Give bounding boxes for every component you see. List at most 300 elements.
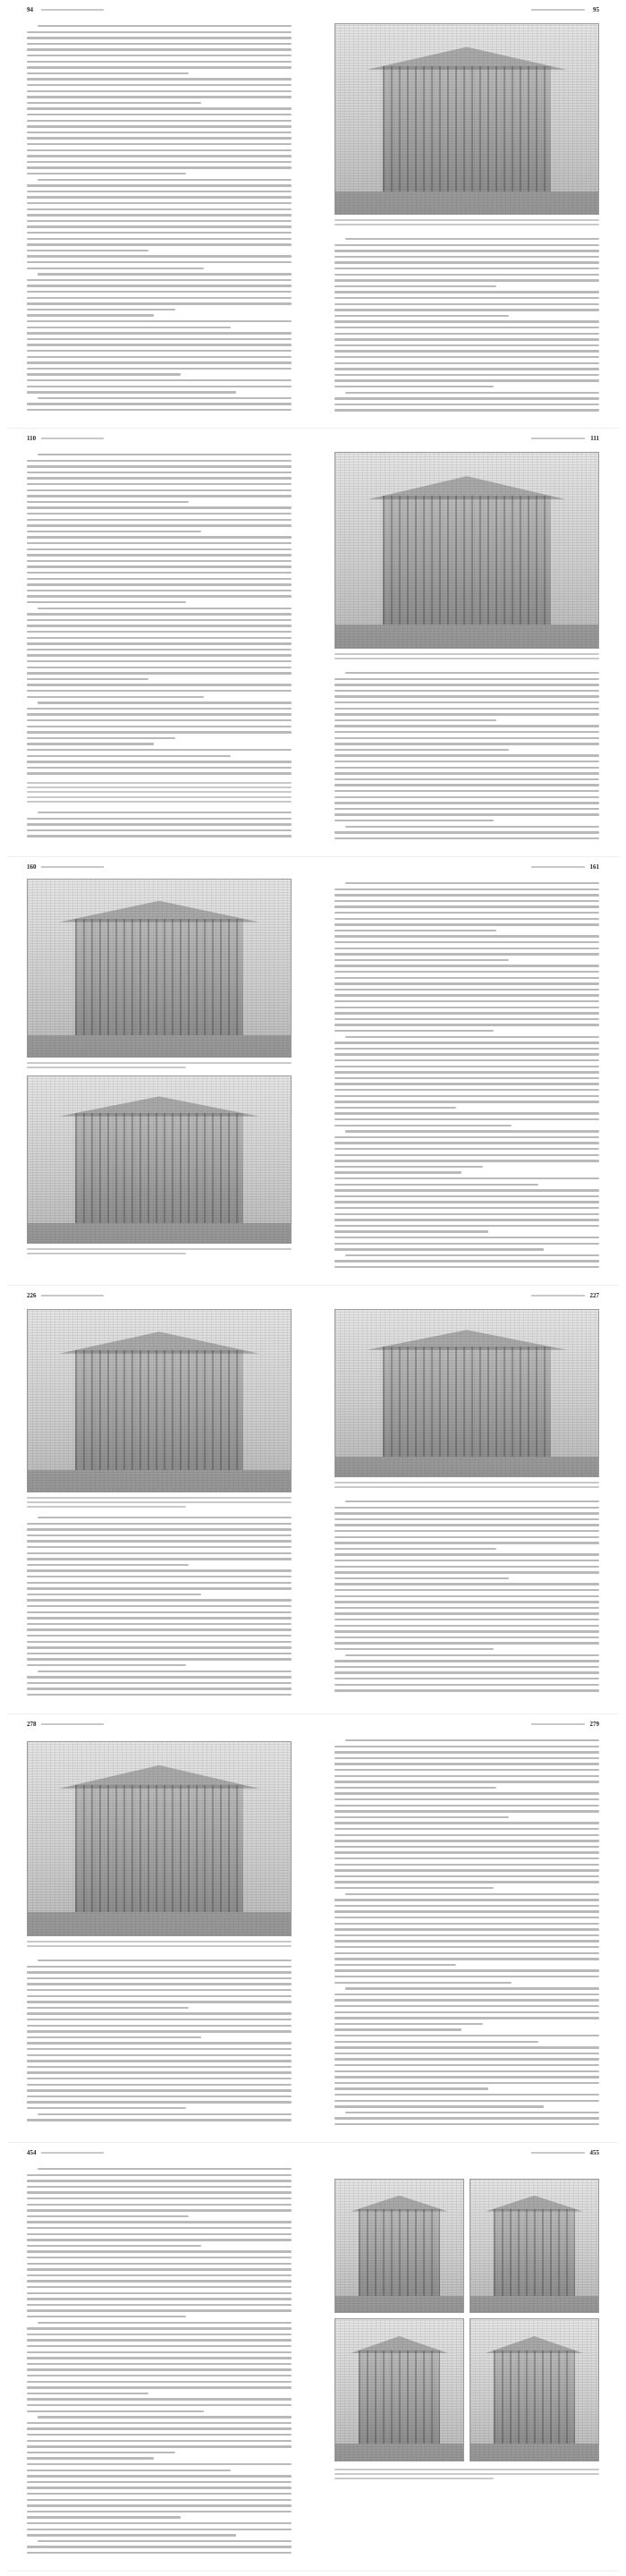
text-line	[27, 61, 292, 63]
text-line	[334, 1219, 599, 1220]
caption-line	[27, 801, 292, 803]
text-line	[27, 2351, 292, 2353]
page-content	[334, 0, 599, 429]
caption-line	[27, 1501, 292, 1503]
text-line	[38, 2322, 292, 2324]
page-number: 279	[589, 1721, 599, 1728]
text-line	[334, 1201, 599, 1203]
text-line	[38, 2416, 292, 2418]
text-line	[334, 1007, 599, 1008]
text-line	[27, 2250, 292, 2252]
text-line	[27, 761, 292, 762]
text-line	[334, 1684, 599, 1686]
text-line	[334, 297, 599, 299]
figure-detail	[28, 1912, 291, 1935]
text-line	[27, 835, 292, 837]
text-line	[27, 2470, 231, 2471]
text-line	[38, 608, 292, 609]
text-line	[27, 332, 292, 334]
text-line	[38, 812, 292, 813]
book-page	[0, 2143, 313, 2572]
caption-line	[334, 219, 599, 221]
text-line	[27, 583, 292, 585]
text-line	[334, 1905, 599, 1907]
text-line	[334, 338, 599, 340]
text-line	[27, 1535, 292, 1536]
text-line	[334, 2058, 599, 2060]
figure-detail	[75, 1350, 243, 1470]
running-header	[27, 1721, 292, 1729]
running-head	[531, 9, 585, 11]
caption-line	[27, 1248, 292, 1250]
text-line	[334, 1095, 599, 1097]
text-line	[27, 344, 292, 345]
text-line	[334, 690, 599, 692]
page-spread	[0, 0, 626, 429]
text-line	[27, 548, 292, 550]
text-line	[334, 1053, 599, 1055]
text-line	[334, 1660, 599, 1662]
text-line	[27, 625, 292, 626]
text-line	[345, 826, 599, 828]
text-line	[27, 208, 292, 210]
text-line	[334, 1248, 544, 1250]
caption-line	[27, 1253, 186, 1254]
text-line	[334, 772, 599, 774]
text-line	[27, 719, 292, 721]
text-line	[345, 1893, 599, 1895]
text-line	[27, 2393, 148, 2394]
text-line	[27, 1599, 292, 1601]
text-line	[334, 2046, 599, 2048]
text-line	[27, 755, 231, 757]
text-line	[334, 695, 599, 697]
text-line	[27, 631, 292, 633]
running-head	[531, 1723, 585, 1725]
text-line	[334, 900, 599, 902]
text-line	[334, 1189, 599, 1191]
running-header	[334, 435, 599, 443]
caption-line	[27, 1062, 292, 1064]
text-line	[334, 344, 599, 346]
text-line	[27, 1658, 292, 1660]
text-line	[27, 477, 292, 479]
text-line	[334, 1213, 599, 1215]
text-line	[27, 166, 292, 168]
text-line	[27, 327, 231, 328]
text-line	[345, 1036, 599, 1038]
text-line	[27, 285, 292, 286]
text-line	[334, 1166, 483, 1168]
page-content	[27, 857, 292, 1286]
text-line	[334, 678, 599, 680]
text-line	[27, 2048, 292, 2050]
text-line	[27, 2268, 292, 2270]
text-line	[38, 701, 292, 703]
text-line	[27, 2060, 292, 2062]
caption-line	[334, 2478, 494, 2479]
text-line	[27, 1653, 292, 1654]
text-line	[334, 1746, 599, 1747]
text-line	[27, 2309, 292, 2311]
text-line	[334, 1869, 599, 1871]
text-line	[27, 1682, 292, 1684]
page-number: 110	[27, 435, 37, 442]
text-line	[345, 2112, 599, 2113]
text-line	[334, 1999, 599, 2001]
text-line	[334, 713, 599, 715]
text-line	[27, 214, 292, 216]
text-line	[27, 1605, 292, 1607]
text-line	[27, 2316, 186, 2317]
text-line	[27, 524, 292, 526]
page-content	[27, 1286, 292, 1714]
running-header	[27, 6, 292, 14]
text-line	[334, 250, 599, 251]
text-line	[27, 261, 292, 263]
running-header	[27, 1292, 292, 1300]
caption-line	[334, 2473, 599, 2475]
text-line	[27, 314, 154, 316]
text-line	[334, 374, 599, 376]
text-line	[345, 1501, 599, 1502]
figure-detail	[28, 1223, 291, 1243]
text-line	[334, 754, 599, 756]
page-number: 160	[27, 863, 37, 871]
caption-line	[27, 1067, 186, 1068]
text-line	[27, 379, 292, 381]
text-line	[27, 829, 292, 831]
text-line	[27, 2487, 292, 2488]
text-line	[27, 1617, 292, 1619]
text-line	[27, 2404, 292, 2406]
text-line	[27, 268, 204, 269]
figure-detail	[470, 2444, 598, 2461]
text-line	[334, 831, 599, 833]
text-line	[38, 1960, 292, 1961]
text-line	[27, 2546, 292, 2547]
page-spread	[0, 857, 626, 1286]
text-line	[27, 572, 292, 574]
text-line	[334, 725, 599, 727]
text-line	[27, 1676, 292, 1678]
text-line	[334, 1089, 599, 1091]
text-line	[334, 2105, 544, 2107]
text-line	[27, 2452, 175, 2453]
text-line	[334, 1958, 599, 1960]
text-line	[334, 1512, 599, 1514]
text-line	[27, 578, 292, 580]
page-number: 95	[593, 6, 599, 13]
text-line	[27, 495, 292, 497]
caption-line	[27, 791, 292, 793]
text-line	[27, 196, 292, 198]
text-line	[27, 2339, 292, 2341]
text-line	[334, 941, 599, 943]
caption-line	[334, 2469, 599, 2470]
figure-image	[27, 1309, 292, 1492]
caption-line	[334, 1482, 599, 1484]
text-line	[27, 2215, 189, 2217]
text-line	[334, 362, 599, 364]
text-line	[27, 291, 292, 293]
text-line	[334, 837, 599, 839]
text-line	[27, 660, 292, 662]
text-line	[27, 1995, 292, 1997]
text-line	[334, 1171, 461, 1173]
text-line	[334, 1969, 599, 1971]
text-line	[27, 238, 292, 240]
text-line	[334, 404, 599, 405]
text-line	[334, 1125, 512, 1126]
text-line	[27, 302, 292, 304]
book-page	[313, 429, 626, 857]
text-line	[334, 1816, 509, 1818]
text-line	[334, 2117, 599, 2119]
text-line	[27, 731, 292, 733]
text-line	[334, 1934, 599, 1936]
text-line	[27, 818, 292, 820]
text-line	[334, 1648, 494, 1650]
text-line	[334, 1066, 599, 1067]
text-line	[27, 2445, 292, 2447]
text-line	[27, 654, 292, 656]
text-line	[27, 31, 292, 33]
text-line	[27, 1989, 292, 1991]
text-line	[334, 1982, 512, 1984]
text-line	[334, 285, 496, 287]
text-line	[334, 982, 599, 984]
text-line	[27, 2007, 189, 2009]
text-line	[334, 1266, 599, 1268]
text-line	[27, 137, 292, 139]
text-line	[27, 1594, 201, 1595]
caption-line	[27, 1941, 292, 1943]
text-line	[38, 2540, 292, 2542]
running-head	[41, 1723, 104, 1725]
page-content	[334, 429, 599, 857]
text-line	[334, 1589, 599, 1591]
text-line	[27, 2504, 292, 2506]
page-number: 454	[27, 2149, 37, 2156]
text-line	[27, 2410, 204, 2412]
figure-detail	[335, 1457, 598, 1476]
text-line	[334, 1237, 599, 1238]
book-page	[0, 429, 313, 857]
figure-detail	[383, 1347, 551, 1457]
text-line	[334, 1899, 599, 1900]
caption-line	[27, 1506, 186, 1508]
text-line	[27, 84, 292, 86]
running-head	[531, 438, 585, 439]
text-line	[27, 132, 292, 133]
text-line	[27, 78, 292, 80]
text-line	[27, 149, 292, 151]
text-line	[27, 2386, 292, 2388]
text-line	[27, 536, 292, 538]
text-line	[27, 96, 292, 98]
text-line	[27, 2030, 292, 2032]
page-spread	[0, 2143, 626, 2572]
text-line	[27, 678, 148, 680]
figure-detail	[75, 919, 243, 1036]
page-spread	[0, 429, 626, 857]
text-line	[334, 320, 599, 322]
text-line	[334, 1118, 599, 1120]
text-line	[334, 1858, 599, 1859]
text-line	[27, 250, 148, 251]
text-line	[27, 1552, 292, 1554]
text-line	[27, 2227, 292, 2229]
text-line	[334, 1601, 599, 1603]
page-spread	[0, 1286, 626, 1714]
text-line	[334, 948, 599, 949]
text-line	[38, 2168, 292, 2170]
text-line	[27, 2096, 292, 2097]
text-line	[334, 1805, 599, 1807]
text-line	[27, 684, 292, 685]
text-line	[334, 784, 599, 786]
text-line	[334, 1881, 599, 1883]
text-line	[27, 90, 292, 92]
text-line	[27, 2107, 186, 2109]
text-line	[27, 531, 201, 532]
running-head	[41, 438, 104, 439]
text-line	[345, 672, 599, 674]
text-line	[334, 1030, 494, 1032]
text-line	[334, 1225, 599, 1227]
text-line	[27, 2233, 292, 2235]
text-line	[27, 2345, 292, 2347]
text-line	[334, 356, 599, 358]
text-line	[334, 1112, 599, 1114]
book-page	[0, 857, 313, 1286]
text-line	[334, 2082, 599, 2084]
running-head	[41, 2152, 104, 2154]
text-line	[27, 2174, 292, 2176]
text-line	[334, 1810, 599, 1812]
text-line	[334, 2028, 461, 2030]
text-line	[27, 1569, 292, 1571]
page-content	[334, 2143, 599, 2572]
text-line	[27, 1694, 292, 1696]
caption-line	[27, 1497, 292, 1499]
text-line	[334, 1142, 599, 1143]
text-line	[27, 338, 292, 340]
figure-image	[334, 2318, 464, 2461]
text-line	[334, 731, 599, 733]
text-line	[27, 2511, 292, 2512]
text-line	[334, 1775, 599, 1777]
text-line	[334, 1041, 599, 1043]
text-line	[27, 1983, 292, 1985]
running-head	[531, 2152, 585, 2154]
text-line	[334, 813, 599, 815]
text-line	[334, 1024, 599, 1025]
text-line	[334, 1177, 599, 1179]
text-line	[27, 1971, 292, 1973]
text-line	[27, 202, 292, 204]
text-line	[27, 2025, 292, 2027]
text-line	[27, 48, 292, 50]
running-head	[41, 1295, 104, 1297]
text-line	[27, 2493, 292, 2495]
text-line	[345, 1654, 599, 1656]
figure-image	[334, 452, 599, 649]
text-line	[27, 708, 292, 710]
text-line	[27, 279, 292, 281]
text-line	[27, 2552, 292, 2554]
text-line	[27, 1582, 292, 1584]
book-page	[0, 0, 313, 429]
text-line	[27, 2481, 292, 2483]
running-head	[531, 1295, 585, 1297]
text-line	[334, 350, 599, 352]
text-line	[27, 595, 292, 597]
caption-line	[27, 1945, 292, 1947]
text-line	[27, 232, 292, 234]
text-line	[334, 1910, 599, 1912]
text-line	[27, 243, 292, 245]
running-header	[334, 6, 599, 14]
text-line	[27, 2327, 292, 2329]
text-line	[38, 1671, 292, 1672]
text-line	[38, 273, 292, 275]
text-line	[334, 1625, 599, 1627]
text-line	[334, 1083, 599, 1084]
text-line	[27, 2066, 292, 2068]
text-line	[27, 2499, 292, 2501]
text-line	[27, 2457, 154, 2459]
text-line	[27, 2209, 292, 2211]
text-line	[334, 701, 599, 703]
text-line	[38, 454, 292, 455]
text-line	[27, 2071, 292, 2073]
text-line	[334, 1583, 599, 1585]
figure-image	[334, 23, 599, 215]
text-line	[27, 642, 292, 644]
figure-image	[334, 1309, 599, 1477]
text-line	[334, 1048, 599, 1050]
text-line	[27, 309, 175, 310]
text-line	[27, 403, 292, 404]
text-line	[334, 379, 599, 381]
text-line	[27, 2180, 292, 2181]
text-line	[27, 2534, 236, 2536]
text-line	[38, 1517, 292, 1518]
text-line	[334, 2035, 599, 2036]
text-line	[334, 923, 599, 925]
text-line	[334, 912, 599, 914]
text-line	[334, 2094, 599, 2096]
text-line	[334, 1160, 599, 1161]
text-line	[27, 501, 189, 503]
text-line	[334, 1207, 599, 1209]
text-line	[27, 102, 201, 104]
text-line	[334, 684, 599, 685]
text-line	[27, 2375, 292, 2376]
text-line	[334, 1107, 456, 1109]
text-line	[27, 361, 292, 363]
text-line	[334, 1946, 599, 1948]
text-line	[27, 2001, 292, 2002]
text-line	[334, 1864, 599, 1866]
text-line	[334, 1964, 456, 1966]
text-line	[27, 297, 292, 299]
text-line	[334, 368, 599, 370]
text-line	[334, 749, 509, 751]
text-line	[334, 303, 599, 305]
